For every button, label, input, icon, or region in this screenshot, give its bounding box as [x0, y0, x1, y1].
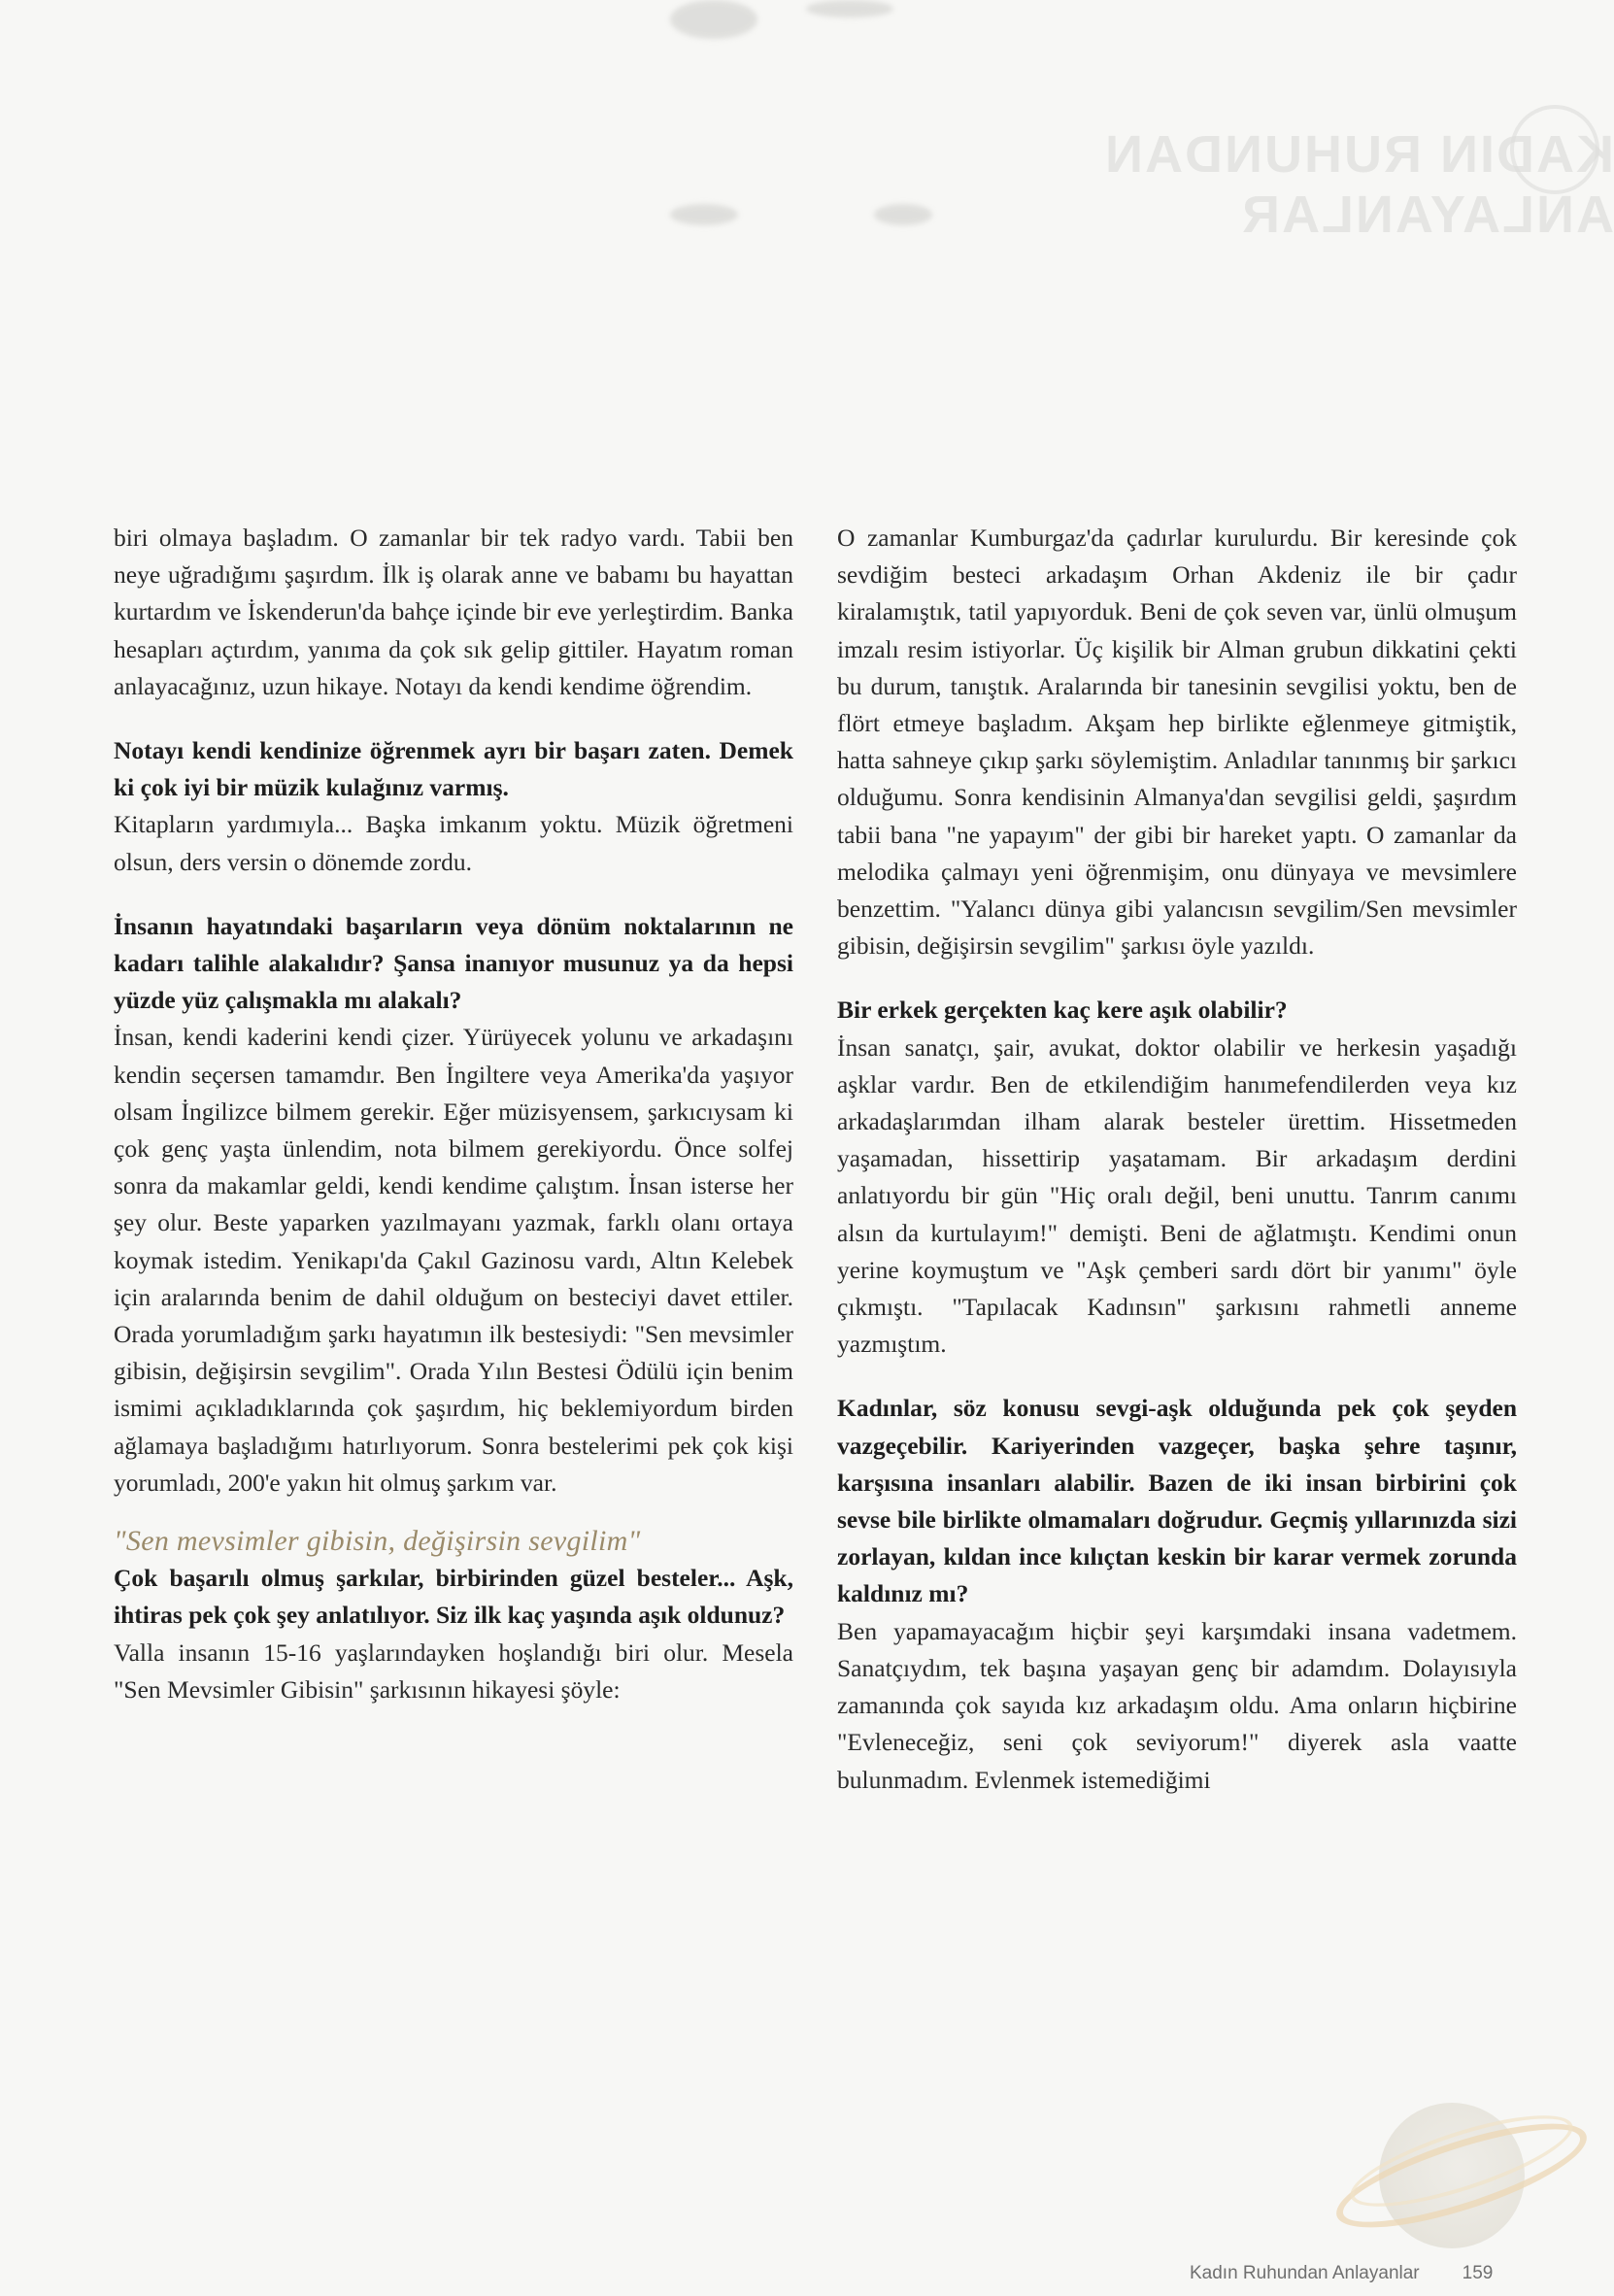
interview-answer: İnsan, kendi kaderini kendi çizer. Yürüyecek yolunu ve arkadaşını kendin seçersen tamamdır. Ben İngiltere veya Amerika'da yaşıyor olsam İngilizce bilmem gerekir. Eğer müzisyensem, şarkıcıysam ki çok genç yaşta ünlendim, nota bilmem gerekiyordu. Önce solfej sonra da makamlar geldi, kendi kendime çalıştım. İnsan isterse her şey olur. Beste yaparken yazılmayanı yazmak, farklı olanı ortaya koymak istedim. Yenikapı'da Çakıl Gazinosu vardı, Altın Kelebek için aralarında benim de dahil olduğum on besteciyi davet ettiler. Orada yorumladığım şarkı hayatımın ilk bestesiydi: "Sen mevsimler gibisin, değişirsin sevgilim". Orada Yılın Bestesi Ödülü için benim ismimi açıkladıklarında çok şaşırdım, hiç beklemiyordum birden ağlamaya başladığımı hatırlıyorum. Sonra bestelerimi pek çok kişi yorumladı, 200'e yakın hit olmuş şarkım var.	[114, 1023, 793, 1497]
interview-answer: İnsan sanatçı, şair, avukat, doktor olabilir ve herkesin yaşadığı aşklar vardır. Ben de etkilendiğim hanımefendilerden veya kız arkadaşlarımdan ilham alarak besteler ürettim. Hissetmeden yaşamadan, hissettirip yaşatamam. Bir arkadaşım derdini anlatıyordu bir gün "Hiç oralı değil, beni unuttu. Tanrım canımı alsın da kurtulayım!" demişti. Beni de ağlatmıştı. Kendimi onun yerine koymuştum ve "Aşk çemberi sardı dört bir yanımı" öyle çıkmıştı. "Tapılacak Kadınsın" şarkısını rahmetli anneme yazmıştım.	[837, 1032, 1517, 1359]
right-column	[837, 520, 1517, 1799]
page-footer	[1190, 2263, 1493, 2284]
interview-question: Bir erkek gerçekten kaç kere aşık olabilir?	[837, 996, 1288, 1025]
interview-answer: Ben yapamayacağım hiçbir şeyi karşımdaki insana vadetmem. Sanatçıydım, tek başına yaşayan genç bir adamdım. Dolayısıyla zamanında çok sayıda kız arkadaşım oldu. Ama onların hiçbirine "Evleneceğiz, seni çok seviyorum!" diyerek asla vaatte bulunmadım. Evlenmek istemediğimi	[837, 1616, 1517, 1794]
interview-question: Çok başarılı olmuş şarkılar, birbirinden güzel besteler... Aşk, ihtiras pek çok şey anlatılıyor. Siz ilk kaç yaşında aşık oldunuz?	[114, 1564, 793, 1630]
scan-smudge	[670, 204, 738, 225]
interview-question: Notayı kendi kendinize öğrenmek ayrı bir başarı zaten. Demek ki çok iyi bir müzik kulağınız varmış.	[114, 736, 793, 802]
paragraph: biri olmaya başladım. O zamanlar bir tek radyo vardı. Tabii ben neye uğradığımı şaşırdım. İlk iş olarak anne ve babamı bu hayattan kurtardım ve İskenderun'da bahçe içinde bir eve yerleştirdim. Banka hesapları açtırdım, yanıma da çok sık gelip gittiler. Hayatım roman anlayacağınız, uzun hikaye. Notayı da kendi kendime öğrendim.	[114, 523, 793, 700]
scan-smudge	[806, 0, 893, 17]
show-through-logo-icon	[1510, 105, 1599, 194]
interview-answer: Kitapların yardımıyla... Başka imkanım yoktu. Müzik öğretmeni olsun, ders versin o dönemde zordu.	[114, 810, 793, 876]
interview-answer: Valla insanın 15-16 yaşlarındayken hoşlandığı biri olur. Mesela "Sen Mevsimler Gibisin" şarkısının hikayesi şöyle:	[114, 1638, 793, 1704]
left-column	[114, 520, 793, 1708]
interview-question: Kadınlar, söz konusu sevgi-aşk olduğunda pek çok şeyden vazgeçebilir. Kariyerinden vazgeçer, başka şehre taşınır, karşısına insanları alabilir. Bazen de iki insan birbirini çok sevse bile birlikte olmamaları doğrudur. Geçmiş yıllarınızda sizi zorlayan, kıldan ince kılıçtan keskin bir karar vermek zorunda kaldınız mı?	[837, 1394, 1517, 1608]
interview-question: İnsanın hayatındaki başarıların veya dönüm noktalarının ne kadarı talihle alakalıdır? Şansa inanıyor musunuz ya da hepsi yüzde yüz çalışmakla mı alakalı?	[114, 911, 793, 1015]
scan-smudge	[670, 0, 757, 39]
show-through-header: KADIN RUHUNDAN ANLAYANLAR	[1103, 125, 1614, 244]
footer-section-title: Kadın Ruhundan Anlayanlar	[1190, 2263, 1420, 2283]
section-subheading: "Sen mevsimler gibisin, değişirsin sevgilim"	[114, 1525, 641, 1558]
paragraph: O zamanlar Kumburgaz'da çadırlar kurulurdu. Bir keresinde çok sevdiğim besteci arkadaşım Orhan Akdeniz ile bir çadır kiralamıştık, tatil yapıyorduk. Beni de çok seven var, ünlü olmuşum imzalı resim istiyorlar. Üç kişilik bir Alman grubun dikkatini çekti bu durum, tanıştık. Aralarında bir tanesinin sevgilisi yoktu, ben de flört etmeye başladım. Akşam hep birlikte eğlenmeye gitmiştik, hatta sahneye çıkıp şarkı söylemiştim. Anladılar tanınmış bir şarkıcı olduğumu. Sonra kendisinin Almanya'dan sevgilisi geldi, şaşırdım tabii bana "ne yapayım" der gibi bir hareket yaptı. O zamanlar da melodika çalmayı yeni öğrenmişim, onu dünyaya ve mevsimlere benzettim. "Yalancı dünya gibi yalancısın sevgilim/Sen mevsimler gibisin, değişirsin sevgilim" şarkısı öyle yazıldı.	[837, 523, 1517, 961]
page-number: 159	[1462, 2263, 1494, 2283]
